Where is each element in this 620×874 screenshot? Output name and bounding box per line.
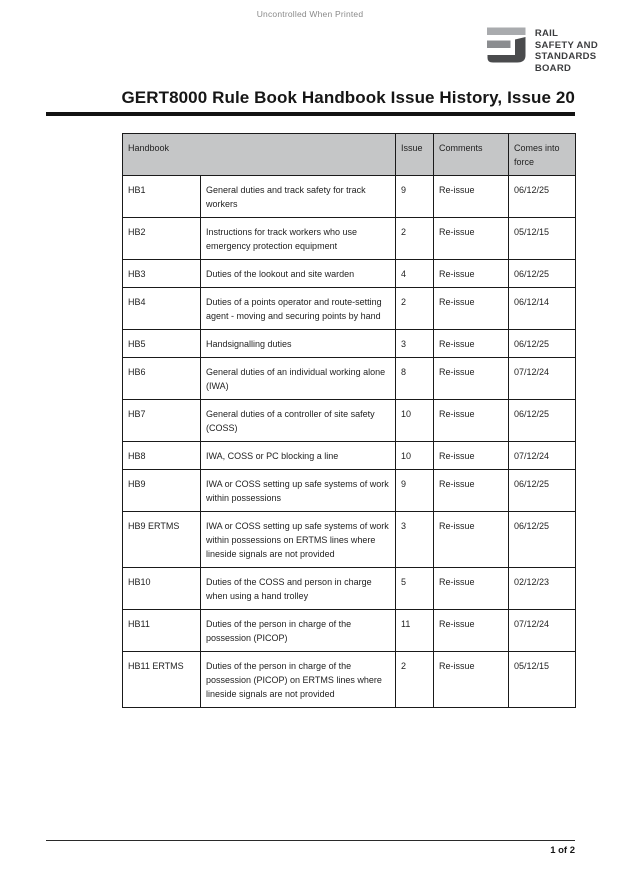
force-date-cell: 06/12/25: [509, 260, 576, 288]
rssb-logo-wordmark: [535, 27, 598, 74]
handbook-description-cell: IWA or COSS setting up safe systems of work within possessions on ERTMS lines where lineside signals are not provided: [201, 512, 396, 568]
handbook-code-cell: HB7: [123, 400, 201, 442]
header-comes-into-force: Comes into force: [509, 134, 576, 176]
force-date-cell: 06/12/25: [509, 400, 576, 442]
issue-cell: 8: [396, 358, 434, 400]
force-date-cell: 06/12/25: [509, 512, 576, 568]
page-title: GERT8000 Rule Book Handbook Issue History, Issue 20: [121, 88, 575, 107]
handbook-code-cell: HB1: [123, 176, 201, 218]
handbook-description-cell: General duties and track safety for track workers: [201, 176, 396, 218]
comments-cell: Re-issue: [434, 512, 509, 568]
table-row: [123, 442, 576, 470]
watermark-text: Uncontrolled When Printed: [256, 9, 364, 19]
handbook-description-cell: Duties of a points operator and route-setting agent - moving and securing points by hand: [201, 288, 396, 330]
handbook-description-cell: Duties of the lookout and site warden: [201, 260, 396, 288]
comments-cell: Re-issue: [434, 288, 509, 330]
table-row: [123, 330, 576, 358]
handbook-description-cell: IWA, COSS or PC blocking a line: [201, 442, 396, 470]
table-row: [123, 260, 576, 288]
header-handbook: Handbook: [123, 134, 396, 176]
rssb-logo: [487, 27, 598, 74]
handbook-code-cell: HB11: [123, 610, 201, 652]
page-number: 1 of 2: [550, 845, 575, 856]
force-date-cell: 05/12/15: [509, 218, 576, 260]
handbook-code-cell: HB2: [123, 218, 201, 260]
header-issue: Issue: [396, 134, 434, 176]
handbook-description-cell: Duties of the person in charge of the possession (PICOP) on ERTMS lines where lineside signals are not provided: [201, 652, 396, 708]
force-date-cell: 06/12/25: [509, 470, 576, 512]
comments-cell: Re-issue: [434, 610, 509, 652]
issue-history-table: [122, 133, 576, 708]
table-row: [123, 400, 576, 442]
issue-cell: 2: [396, 218, 434, 260]
handbook-code-cell: HB4: [123, 288, 201, 330]
footer-divider: [46, 840, 575, 841]
handbook-code-cell: HB11 ERTMS: [123, 652, 201, 708]
issue-cell: 2: [396, 652, 434, 708]
issue-cell: 10: [396, 442, 434, 470]
logo-line: STANDARDS: [534, 51, 597, 62]
force-date-cell: 02/12/23: [509, 568, 576, 610]
header-comments: Comments: [434, 134, 509, 176]
force-date-cell: 06/12/25: [509, 176, 576, 218]
handbook-code-cell: HB3: [123, 260, 201, 288]
table-row: [123, 358, 576, 400]
handbook-description-cell: Duties of the COSS and person in charge when using a hand trolley: [201, 568, 396, 610]
comments-cell: Re-issue: [434, 470, 509, 512]
handbook-code-cell: HB9 ERTMS: [123, 512, 201, 568]
handbook-description-cell: General duties of a controller of site safety (COSS): [201, 400, 396, 442]
table-row: [123, 568, 576, 610]
table-row: [123, 512, 576, 568]
issue-cell: 9: [396, 470, 434, 512]
issue-cell: 5: [396, 568, 434, 610]
handbook-description-cell: General duties of an individual working alone (IWA): [201, 358, 396, 400]
handbook-description-cell: IWA or COSS setting up safe systems of work within possessions: [201, 470, 396, 512]
comments-cell: Re-issue: [434, 330, 509, 358]
table-row: [123, 218, 576, 260]
handbook-description-cell: Duties of the person in charge of the possession (PICOP): [201, 610, 396, 652]
issue-cell: 3: [396, 512, 434, 568]
force-date-cell: 06/12/14: [509, 288, 576, 330]
force-date-cell: 06/12/25: [509, 330, 576, 358]
handbook-description-cell: Handsignalling duties: [201, 330, 396, 358]
force-date-cell: 07/12/24: [509, 442, 576, 470]
table-header-row: [123, 134, 576, 176]
handbook-code-cell: HB8: [123, 442, 201, 470]
logo-line: BOARD: [534, 62, 572, 74]
issue-cell: 11: [396, 610, 434, 652]
issue-cell: 10: [396, 400, 434, 442]
comments-cell: Re-issue: [434, 568, 509, 610]
logo-line: RAIL: [534, 28, 559, 39]
force-date-cell: 05/12/15: [509, 652, 576, 708]
force-date-cell: 07/12/24: [509, 610, 576, 652]
handbook-code-cell: HB9: [123, 470, 201, 512]
force-date-cell: 07/12/24: [509, 358, 576, 400]
table-row: [123, 470, 576, 512]
issue-cell: 3: [396, 330, 434, 358]
comments-cell: Re-issue: [434, 218, 509, 260]
comments-cell: Re-issue: [434, 442, 509, 470]
table-row: [123, 610, 576, 652]
handbook-code-cell: HB10: [123, 568, 201, 610]
logo-line: SAFETY AND: [534, 39, 598, 51]
rssb-logo-icon: [487, 27, 527, 64]
issue-cell: 9: [396, 176, 434, 218]
comments-cell: Re-issue: [434, 358, 509, 400]
handbook-code-cell: HB6: [123, 358, 201, 400]
comments-cell: Re-issue: [434, 652, 509, 708]
table-row: [123, 288, 576, 330]
comments-cell: Re-issue: [434, 176, 509, 218]
issue-cell: 2: [396, 288, 434, 330]
handbook-description-cell: Instructions for track workers who use emergency protection equipment: [201, 218, 396, 260]
handbook-code-cell: HB5: [123, 330, 201, 358]
table-row: [123, 652, 576, 708]
table-row: [123, 176, 576, 218]
title-block: [46, 88, 575, 116]
comments-cell: Re-issue: [434, 400, 509, 442]
comments-cell: Re-issue: [434, 260, 509, 288]
issue-cell: 4: [396, 260, 434, 288]
